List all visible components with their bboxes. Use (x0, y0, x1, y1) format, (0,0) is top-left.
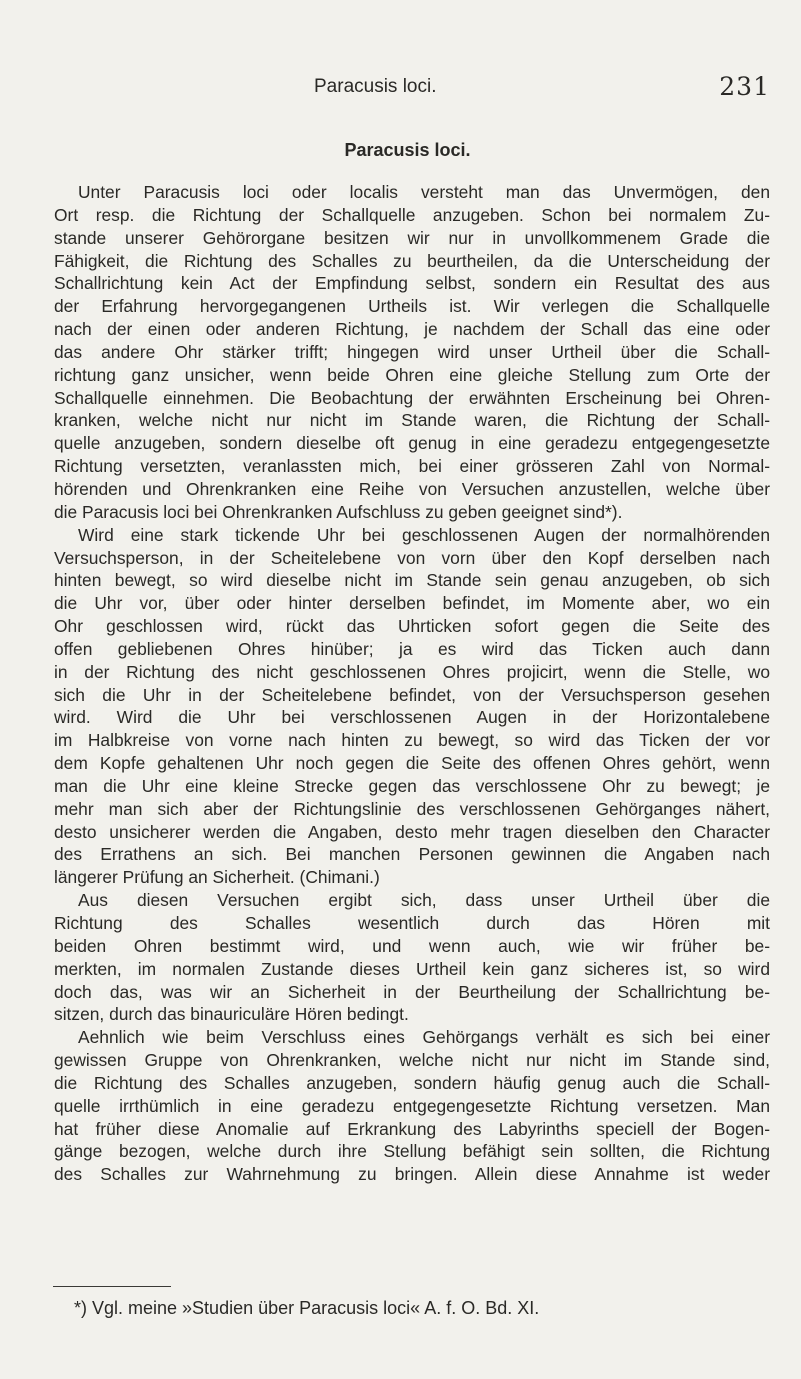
text-line: Richtung versetzten, veranlassten mich, bei einer grösseren Zahl von Normal- (54, 456, 770, 477)
text-line: hat früher diese Anomalie auf Erkrankung des Labyrinths speciell der Bogen- (54, 1118, 770, 1139)
text-line: Wird eine stark tickende Uhr bei geschlossenen Augen der normalhörenden (78, 524, 770, 545)
text-line: der Erfahrung hervorgegangenen Urtheils ist. Wir verlegen die Schallquelle (54, 296, 770, 317)
text-line: beiden Ohren bestimmt wird, und wenn auch, wie wir früher be- (54, 935, 770, 956)
section-heading: Paracusis loci. (344, 140, 471, 160)
text-line: des Errathens an sich. Bei manchen Personen gewinnen die Angaben nach (54, 844, 770, 865)
text-line: kranken, welche nicht nur nicht im Stande waren, die Richtung der Schall- (54, 410, 770, 431)
text-line: die Paracusis loci bei Ohrenkranken Aufschluss zu geben geeignet sind*). (54, 501, 623, 522)
text-line: des Schalles zur Wahrnehmung zu bringen. Allein diese Annahme ist weder (54, 1164, 770, 1185)
text-line: offen gebliebenen Ohres hinüber; ja es wird das Ticken auch dann (54, 638, 770, 659)
text-line: Aus diesen Versuchen ergibt sich, dass unser Urtheil über die (78, 890, 770, 911)
text-line: desto unsicherer werden die Angaben, desto mehr tragen dieselben den Character (54, 821, 770, 842)
text-line: Aehnlich wie beim Verschluss eines Gehörgangs verhält es sich bei einer (78, 1027, 770, 1048)
text-line: hinten bewegt, so wird dieselbe nicht im Stande sein genau anzugeben, ob sich (54, 570, 770, 591)
text-line: wird. Wird die Uhr bei verschlossenen Augen in der Horizontalebene (54, 707, 770, 728)
text-line: Richtung des Schalles wesentlich durch das Hören mit (54, 913, 770, 933)
text-line: Versuchsperson, in der Scheitelebene von vorn über den Kopf derselben nach (54, 547, 770, 568)
text-line: Schallquelle einnehmen. Die Beobachtung der erwähnten Erscheinung bei Ohren- (54, 387, 770, 408)
text-line: im Halbkreise von vorne nach hinten zu bewegt, so wird das Ticken der vor (54, 730, 770, 751)
text-line: dem Kopfe gehaltenen Uhr noch gegen die Seite des offenen Ohres gehört, wenn (54, 753, 770, 774)
text-line: Unter Paracusis loci oder localis versteht man das Unvermögen, den (78, 182, 770, 202)
text-line: Ohr geschlossen wird, rückt das Uhrticken sofort gegen die Seite des (54, 616, 770, 637)
body-text (54, 181, 770, 1186)
text-line: Schallrichtung kein Act der Empfindung selbst, sondern ein Resultat des aus (54, 273, 770, 294)
text-line: richtung ganz unsicher, wenn beide Ohren eine gleiche Stellung zum Orte der (54, 364, 770, 385)
text-line: das andere Ohr stärker trifft; hingegen wird unser Urtheil über die Schall- (54, 341, 770, 362)
text-line: man die Uhr eine kleine Strecke gegen das verschlossene Ohr zu bewegt; je (54, 775, 770, 796)
text-line: nach der einen oder anderen Richtung, je nachdem der Schall das eine oder (54, 319, 770, 340)
running-title: Paracusis loci. (314, 76, 437, 97)
text-line: längerer Prüfung an Sicherheit. (Chimani.) (54, 867, 380, 888)
text-line: mehr man sich aber der Richtungslinie des verschlossenen Gehörganges nähert, (54, 798, 770, 819)
text-line: stande unserer Gehörorgane besitzen wir nur in unvollkommenem Grade die (54, 227, 770, 248)
page-number: 231 (719, 72, 770, 101)
footnote-divider (53, 1286, 171, 1287)
text-line: sich die Uhr in der Scheitelebene befindet, von der Versuchsperson gesehen (54, 684, 770, 705)
text-line: doch das, was wir an Sicherheit in der Beurtheilung der Schallrichtung be- (54, 981, 770, 1002)
text-line: quelle irrthümlich in eine geradezu entgegengesetzte Richtung versetzen. Man (54, 1095, 770, 1116)
text-line: sitzen, durch das binauriculäre Hören bedingt. (54, 1004, 409, 1025)
text-line: gänge bezogen, welche durch ihre Stellung befähigt sein sollten, die Richtung (54, 1141, 770, 1162)
text-line: hörenden und Ohrenkranken eine Reihe von Versuchen anzustellen, welche über (54, 478, 770, 499)
text-line: gewissen Gruppe von Ohrenkranken, welche nicht nur nicht im Stande sind, (54, 1050, 770, 1071)
text-line: Fähigkeit, die Richtung des Schalles zu beurtheilen, da die Unterscheidung der (54, 250, 770, 271)
text-line: in der Richtung des nicht geschlossenen Ohres projicirt, wenn die Stelle, wo (54, 661, 770, 682)
text-line: die Richtung des Schalles anzugeben, sondern häufig genug auch die Schall- (54, 1072, 770, 1093)
text-line: Ort resp. die Richtung der Schallquelle anzugeben. Schon bei normalem Zu- (54, 204, 770, 225)
footnote: *) Vgl. meine »Studien über Paracusis loci« A. f. O. Bd. XI. (74, 1298, 540, 1318)
text-line: merkten, im normalen Zustande dieses Urtheil kein ganz sicheres ist, so wird (54, 958, 770, 979)
running-header (54, 74, 774, 104)
text-line: die Uhr vor, über oder hinter derselben befindet, im Momente aber, wo ein (54, 593, 770, 614)
text-line: quelle anzugeben, sondern dieselbe oft genug in eine geradezu entgegengesetzte (54, 433, 770, 454)
